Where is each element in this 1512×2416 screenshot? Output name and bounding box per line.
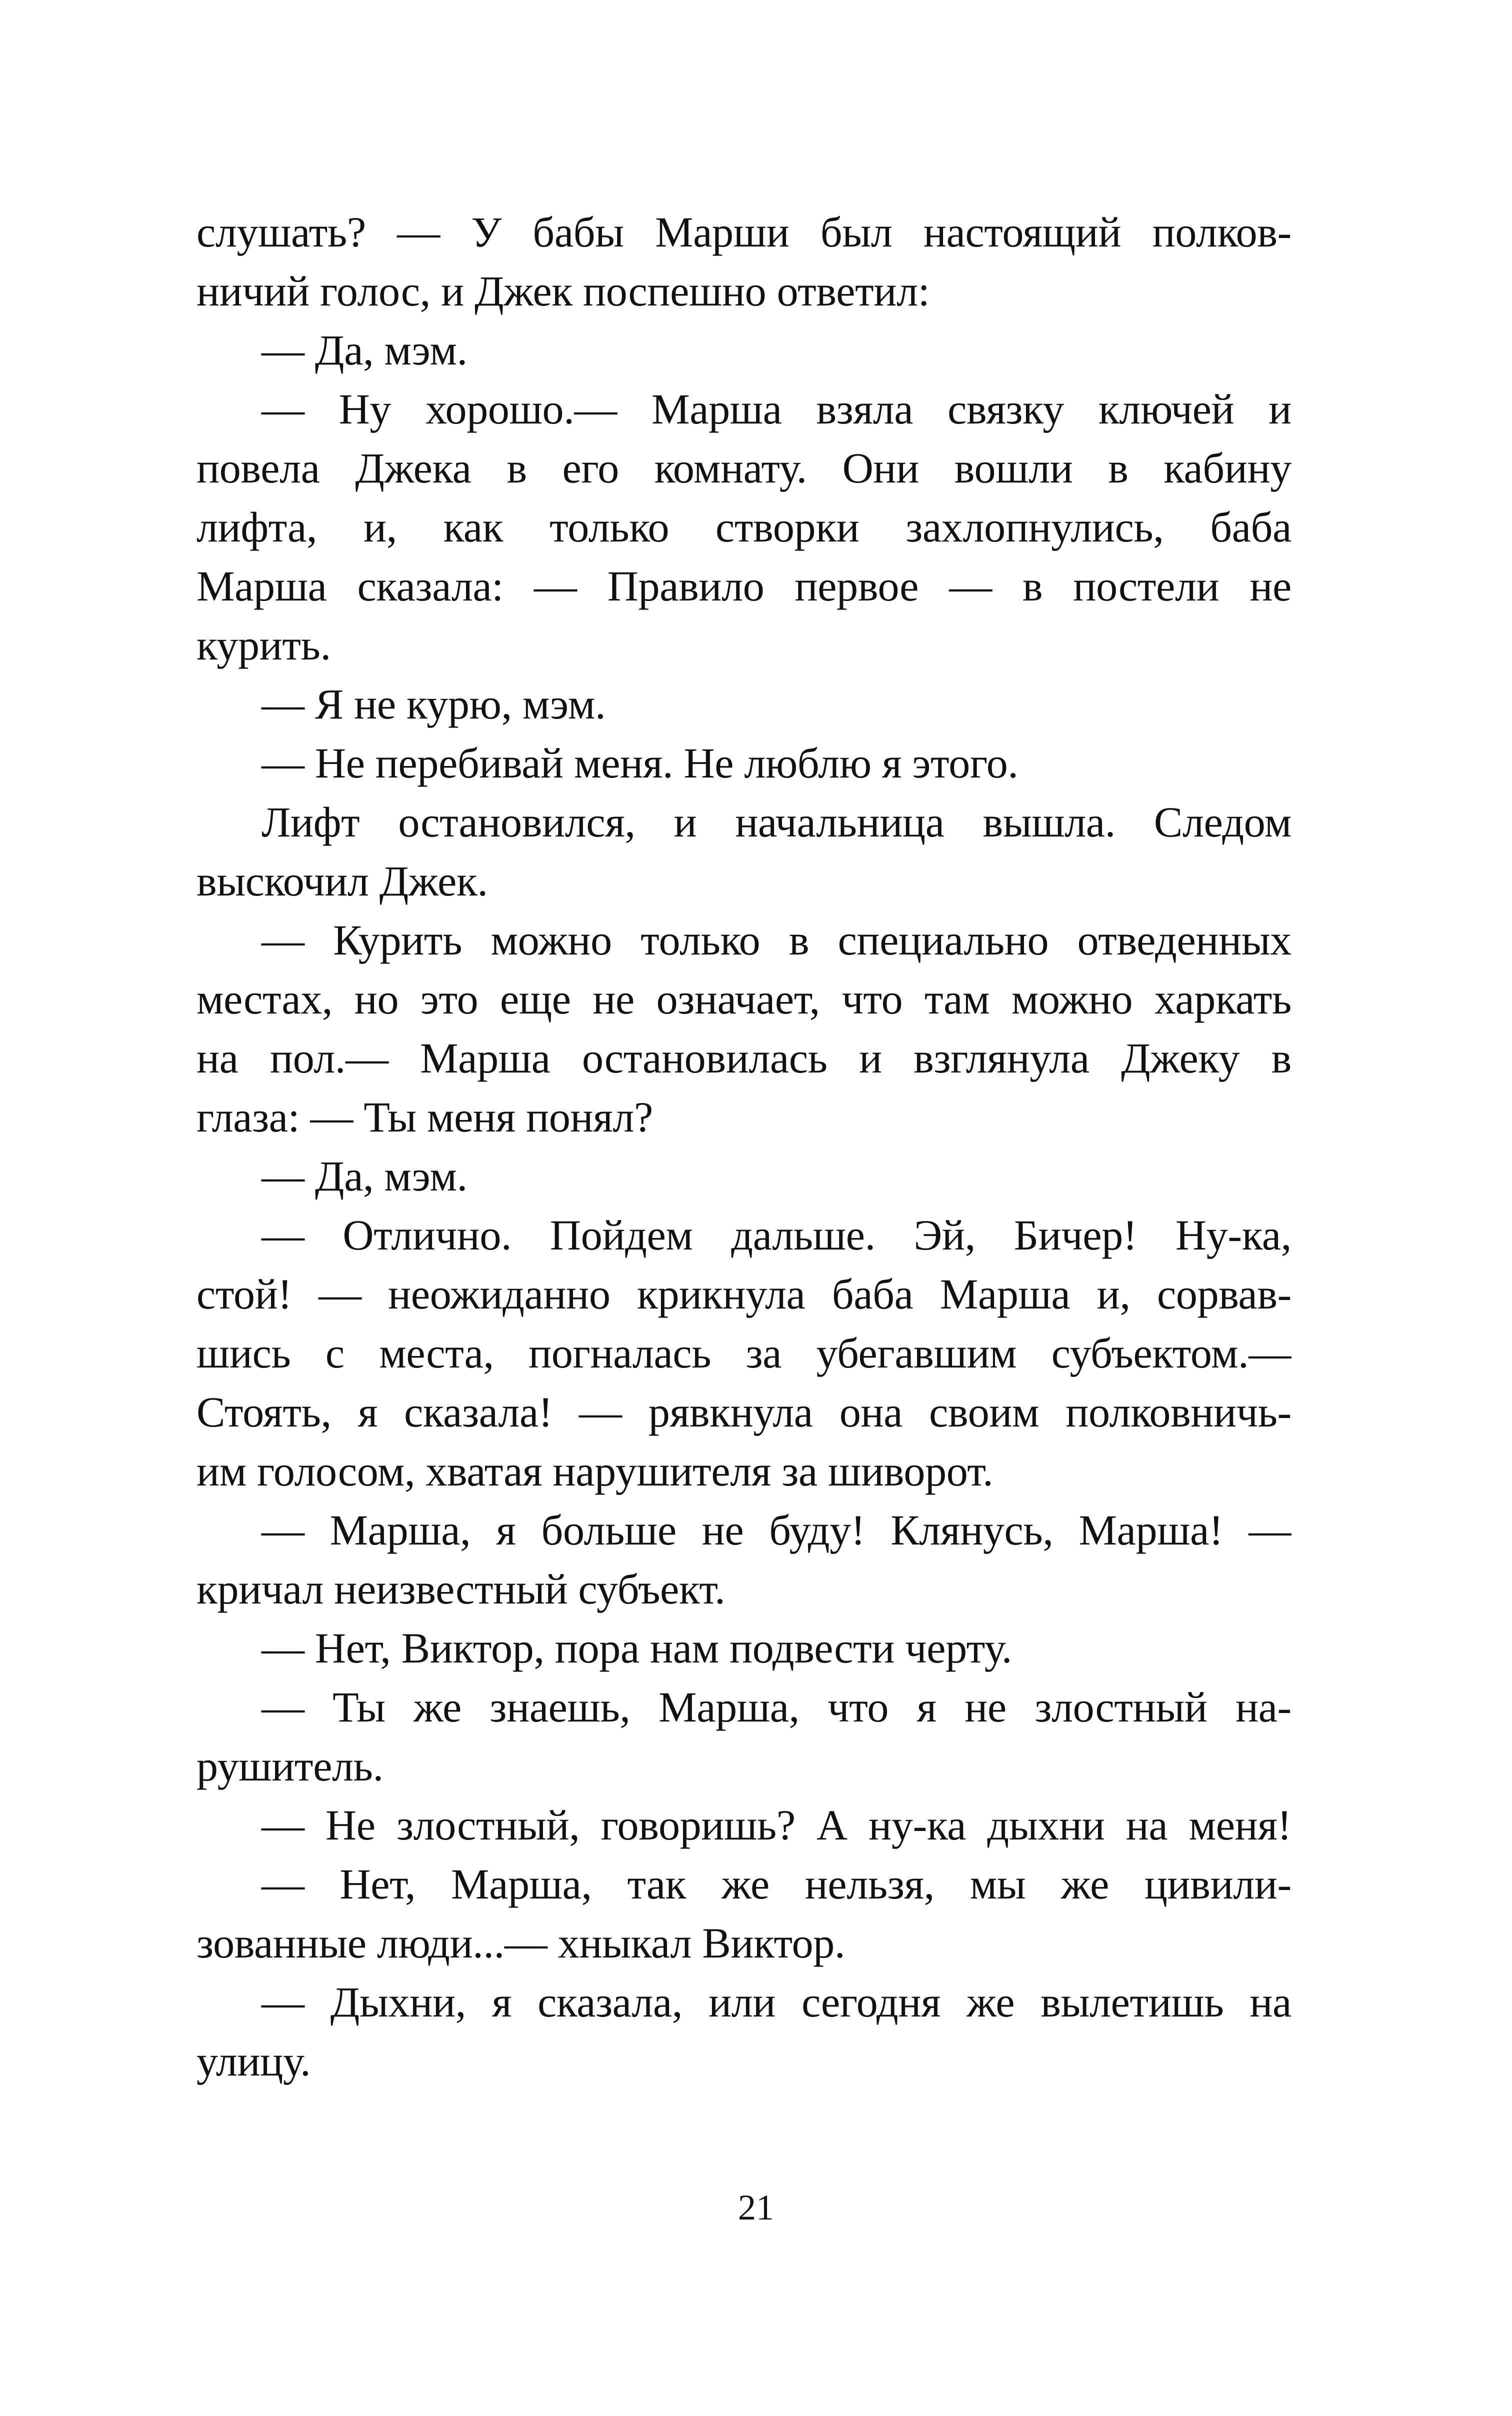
text-line: слушать? — У бабы Марши был настоящий полков- <box>196 208 1292 256</box>
text-line: Марша сказала: — Правило первое — в постели не <box>196 562 1292 610</box>
text-line: Лифт остановился, и начальница вышла. Следом <box>262 798 1292 846</box>
page-number: 21 <box>738 2188 774 2228</box>
text-line: — Курить можно только в специально отведенных <box>262 916 1292 964</box>
text-line: — Да, мэм. <box>262 1152 468 1200</box>
text-line: — Нет, Виктор, пора нам подвести черту. <box>262 1624 1012 1672</box>
text-line: — Ну хорошо.— Марша взяла связку ключей и <box>262 385 1292 433</box>
text-line: — Я не курю, мэм. <box>262 680 606 728</box>
text-line: — Не перебивай меня. Не люблю я этого. <box>262 739 1018 787</box>
text-line: повела Джека в его комнату. Они вошли в кабину <box>196 444 1292 492</box>
text-line: — Дыхни, я сказала, или сегодня же вылетишь на <box>262 1978 1292 2026</box>
text-line: рушитель. <box>196 1742 384 1790</box>
text-line: на пол.— Марша остановилась и взглянула Джеку в <box>196 1034 1292 1082</box>
text-line: местах, но это еще не означает, что там можно харкать <box>196 975 1292 1023</box>
text-line: шись с места, погналась за убегавшим субъектом.— <box>196 1329 1292 1377</box>
text-line: — Марша, я больше не буду! Клянусь, Марша! — <box>262 1506 1292 1554</box>
text-line: выскочил Джек. <box>196 857 488 905</box>
text-line: глаза: — Ты меня понял? <box>196 1093 654 1141</box>
text-line: лифта, и, как только створки захлопнулись, баба <box>196 503 1292 551</box>
text-line: — Да, мэм. <box>262 326 468 374</box>
text-line: им голосом, хватая нарушителя за шиворот. <box>196 1447 994 1495</box>
text-line: — Не злостный, говоришь? А ну-ка дыхни на меня! <box>262 1801 1292 1849</box>
text-line: — Нет, Марша, так же нельзя, мы же цивили- <box>262 1860 1292 1908</box>
text-line: стой! — неожиданно крикнула баба Марша и, сорвав- <box>196 1270 1292 1318</box>
text-line: ничий голос, и Джек поспешно ответил: <box>196 267 930 315</box>
text-line: кричал неизвестный субъект. <box>196 1565 726 1613</box>
text-line: зованные люди...— хныкал Виктор. <box>196 1919 846 1967</box>
body-text <box>196 202 1292 2090</box>
text-line: — Отлично. Пойдем дальше. Эй, Бичер! Ну-ка, <box>262 1211 1292 1259</box>
text-line: Стоять, я сказала! — рявкнула она своим полковничь- <box>196 1388 1292 1436</box>
text-line: курить. <box>196 621 331 669</box>
text-line: улицу. <box>196 2037 311 2085</box>
text-line: — Ты же знаешь, Марша, что я не злостный на- <box>262 1683 1292 1731</box>
